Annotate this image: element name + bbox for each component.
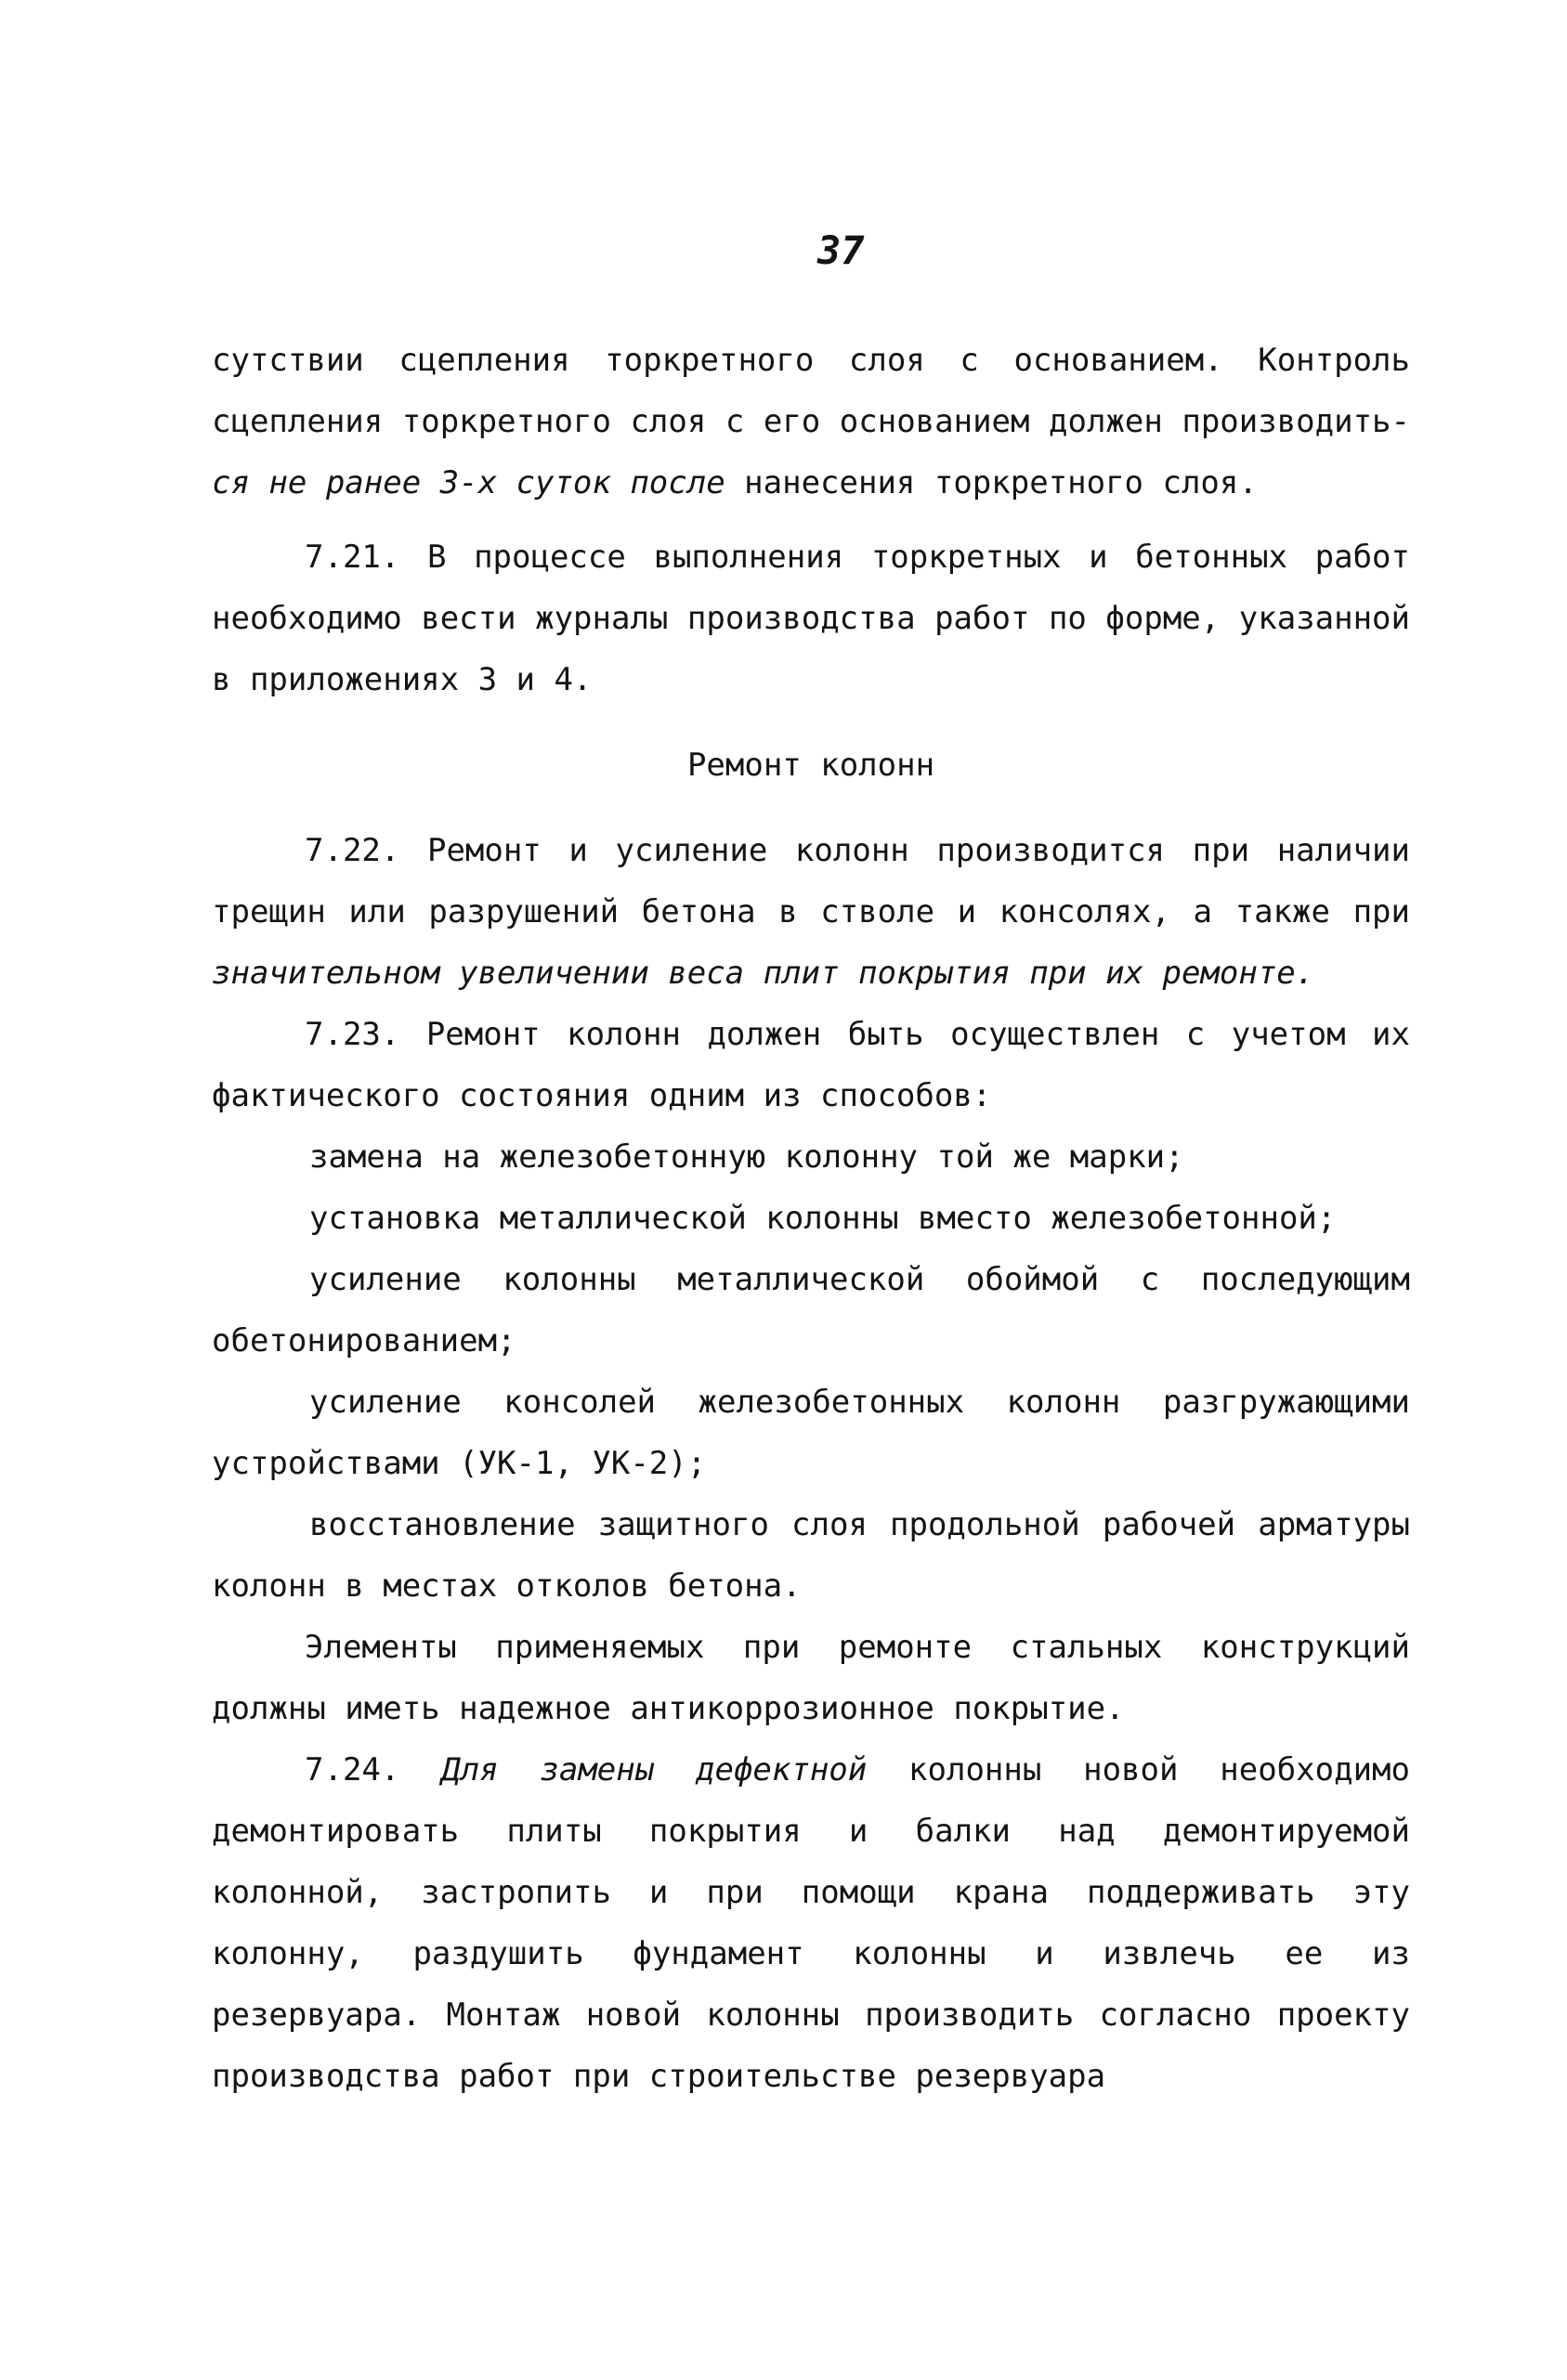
paragraph-text-tail: нанесения торкретного слоя.: [725, 464, 1258, 501]
document-body: [212, 330, 1410, 2107]
paragraph-7-21: 7.21. В процессе выполнения торкретных и бетонных работ необходимо вести журналы производства работ по форме, указанной в приложениях 3 и 4.: [212, 539, 1410, 698]
paragraph-continuation: [212, 330, 1410, 514]
paragraph-text: колонны новой необходимо демонтировать плиты покрытия и балки над демонтируемой колонной, застропить и при помощи крана поддерживать эту колонну, раздушить фундамент колонны и извлечь ее из резервуара. Монтаж новой колонны производить согласно проекту производства работ при строительстве резервуара: [212, 1751, 1410, 2095]
list-item: замена на железобетонную колонну той же марки;: [309, 1138, 1184, 1176]
paragraph-number: 7.24.: [305, 1751, 400, 1788]
list-item: усиление консолей железобетонных колонн разгружающими устройствами (УК-1, УК-2);: [212, 1384, 1410, 1482]
list-item: установка металлической колонны вместо железобетонной;: [309, 1200, 1337, 1237]
paragraph-text: 7.22. Ремонт и усиление колонн производится при наличии трещин или разрушений бетона в стволе и консолях, а также при: [212, 832, 1410, 930]
page-number: 37: [817, 228, 865, 273]
list-item: усиление колонны металлической обоймой с последующим обетонированием;: [212, 1261, 1410, 1359]
paragraph-7-22: [212, 820, 1410, 1004]
section-heading: Ремонт колонн: [686, 747, 935, 784]
paragraph-coating: Элементы применяемых при ремонте стальных конструкций должны иметь надежное антикоррозионное покрытие.: [212, 1629, 1410, 1727]
paragraph-italic-text: ся не ранее 3-х суток после: [212, 464, 725, 501]
paragraph-italic-text: Для замены дефектной: [399, 1751, 868, 1788]
paragraph-text: сутствии сцепления торкретного слоя с основанием. Контроль сцепления торкретного слоя с его основанием должен производить-: [212, 342, 1410, 440]
paragraph-7-23: 7.23. Ремонт колонн должен быть осуществлен с учетом их фактического состояния одним из способов:: [212, 1016, 1410, 1114]
paragraph-italic-text: значительном увеличении веса плит покрытия при их ремонте.: [212, 955, 1315, 992]
paragraph-7-24: [212, 1739, 1410, 2107]
list-item: восстановление защитного слоя продольной рабочей арматуры колонн в местах отколов бетона.: [212, 1506, 1410, 1605]
